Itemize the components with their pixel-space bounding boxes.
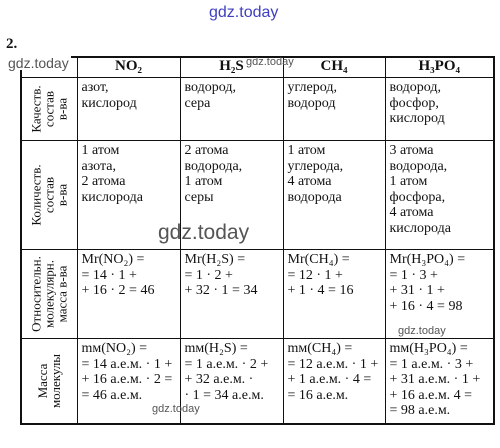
- cell-line: + 32 · 1 = 34: [184, 283, 258, 298]
- cell-line: = 1 а.е.м. · 3 +: [389, 356, 474, 372]
- cell-line: = 1 · 2 +: [184, 267, 233, 283]
- cell-line: + 16 а.е.м. · 2 =: [81, 372, 173, 387]
- table-cell: [385, 141, 494, 250]
- cell-line: = 1 · 3 +: [389, 267, 438, 283]
- table-cell: [283, 339, 385, 425]
- cell-line: водород: [287, 95, 336, 111]
- cell-line: + 1 а.е.м. · 4 =: [287, 372, 372, 387]
- cell-line: mм(NO₂) =: [81, 341, 148, 356]
- table-cell: [385, 339, 494, 425]
- cell-line: + 31 а.е.м. · 1 +: [389, 372, 481, 387]
- row-header-line: в-ва: [54, 183, 70, 207]
- cell-line: водорода,: [184, 158, 243, 174]
- cell-line: 1 атом: [287, 143, 326, 158]
- row-header-line: молекулярн.: [41, 259, 57, 329]
- row-header-line: в-ва: [54, 97, 70, 121]
- row-header-line: Количеств.: [28, 164, 44, 226]
- watermark: gdz.today: [158, 221, 250, 244]
- watermark: gdz.today: [152, 403, 200, 415]
- cell-line: · 1 = 34 а.е.м.: [184, 387, 264, 403]
- column-header: CH₄: [283, 57, 385, 78]
- cell-line: + 16 а.е.м. 4 =: [389, 387, 473, 403]
- cell-line: Mr(H₂S) =: [184, 252, 246, 267]
- task-number: 2.: [6, 36, 18, 52]
- cell-line: mм(CH₄) =: [287, 341, 353, 356]
- column-header: H₂S: [180, 57, 283, 78]
- table-row: [21, 141, 494, 250]
- cell-line: 1 атом: [389, 174, 428, 189]
- column-header: H₃PO₄: [385, 57, 494, 78]
- cell-line: фосфор,: [389, 95, 439, 111]
- table-cell: [283, 250, 385, 339]
- cell-line: углерода,: [287, 158, 344, 174]
- row-header-line: Масса: [35, 363, 51, 399]
- cell-line: углерод,: [287, 80, 337, 95]
- table-cell: [77, 250, 180, 339]
- table-cell: [283, 78, 385, 141]
- cell-line: = 12 а.е.м. · 1 +: [287, 356, 379, 372]
- cell-line: 1 атом: [81, 143, 120, 158]
- cell-line: 1 атом: [184, 174, 223, 189]
- cell-line: = 16 а.е.м.: [287, 387, 349, 403]
- table-cell: [180, 250, 283, 339]
- watermark: gdz.today: [246, 56, 294, 68]
- cell-line: + 31 · 1 +: [389, 283, 445, 298]
- cell-line: кислорода: [81, 189, 143, 205]
- chemistry-table: [20, 56, 495, 425]
- table-row: [21, 78, 494, 141]
- cell-line: 2 атома: [184, 143, 229, 158]
- cell-line: = 98 а.е.м.: [389, 403, 451, 418]
- cell-line: азота,: [81, 158, 116, 174]
- cell-line: = 14 а.е.м. · 1 +: [81, 356, 173, 372]
- cell-line: кислород: [81, 95, 137, 111]
- row-header-line: Качеств.: [28, 85, 44, 133]
- table-row: [21, 339, 494, 425]
- cell-line: водорода,: [389, 158, 448, 174]
- cell-line: Mr(H₃PO₄) =: [389, 252, 466, 267]
- cell-line: 2 атома: [81, 174, 126, 189]
- cell-line: Mr(CH₄) =: [287, 252, 350, 267]
- watermark: gdz.today: [209, 4, 279, 21]
- cell-line: mм(H₃PO₄) =: [389, 341, 468, 356]
- row-header-line: состав: [41, 90, 57, 128]
- cell-line: водород,: [184, 80, 236, 95]
- cell-line: фосфора,: [389, 189, 446, 205]
- column-header: NO₂: [77, 57, 180, 78]
- cell-line: + 16 · 4 = 98: [389, 298, 463, 314]
- row-header-line: Относительн.: [28, 256, 44, 332]
- cell-line: = 12 · 1 +: [287, 267, 343, 283]
- cell-line: кислород: [389, 111, 445, 126]
- watermark: gdz.today: [398, 325, 446, 337]
- cell-line: серы: [184, 189, 214, 205]
- cell-line: 4 атома: [389, 205, 434, 220]
- row-header: [21, 250, 77, 339]
- table-cell: [180, 78, 283, 141]
- table-cell: [77, 78, 180, 141]
- cell-line: Mr(NO₂) =: [81, 252, 145, 267]
- row-header-line: молекулы: [48, 353, 64, 409]
- cell-line: = 14 · 1 +: [81, 267, 137, 283]
- cell-line: кислорода: [389, 220, 451, 236]
- cell-line: mм(H₂S) =: [184, 341, 248, 356]
- cell-line: + 16 · 2 = 46: [81, 283, 155, 298]
- table-cell: [283, 141, 385, 250]
- cell-line: 4 атома: [287, 174, 332, 189]
- cell-line: + 32 а.е.м. ·: [184, 372, 254, 387]
- cell-line: водород,: [389, 80, 441, 95]
- row-header: [21, 339, 77, 425]
- watermark: gdz.today: [8, 55, 69, 71]
- cell-line: водорода: [287, 189, 342, 205]
- cell-line: азот,: [81, 80, 109, 95]
- row-header-line: состав: [41, 176, 57, 214]
- cell-line: сера: [184, 95, 211, 111]
- row-header-line: масса в-ва: [54, 265, 70, 323]
- cell-line: = 1 а.е.м. · 2 +: [184, 356, 269, 372]
- row-header: [21, 141, 77, 250]
- table-cell: [385, 78, 494, 141]
- cell-line: + 1 · 4 = 16: [287, 283, 354, 298]
- row-header: [21, 78, 77, 141]
- cell-line: 3 атома: [389, 143, 434, 158]
- cell-line: = 46 а.е.м.: [81, 387, 143, 403]
